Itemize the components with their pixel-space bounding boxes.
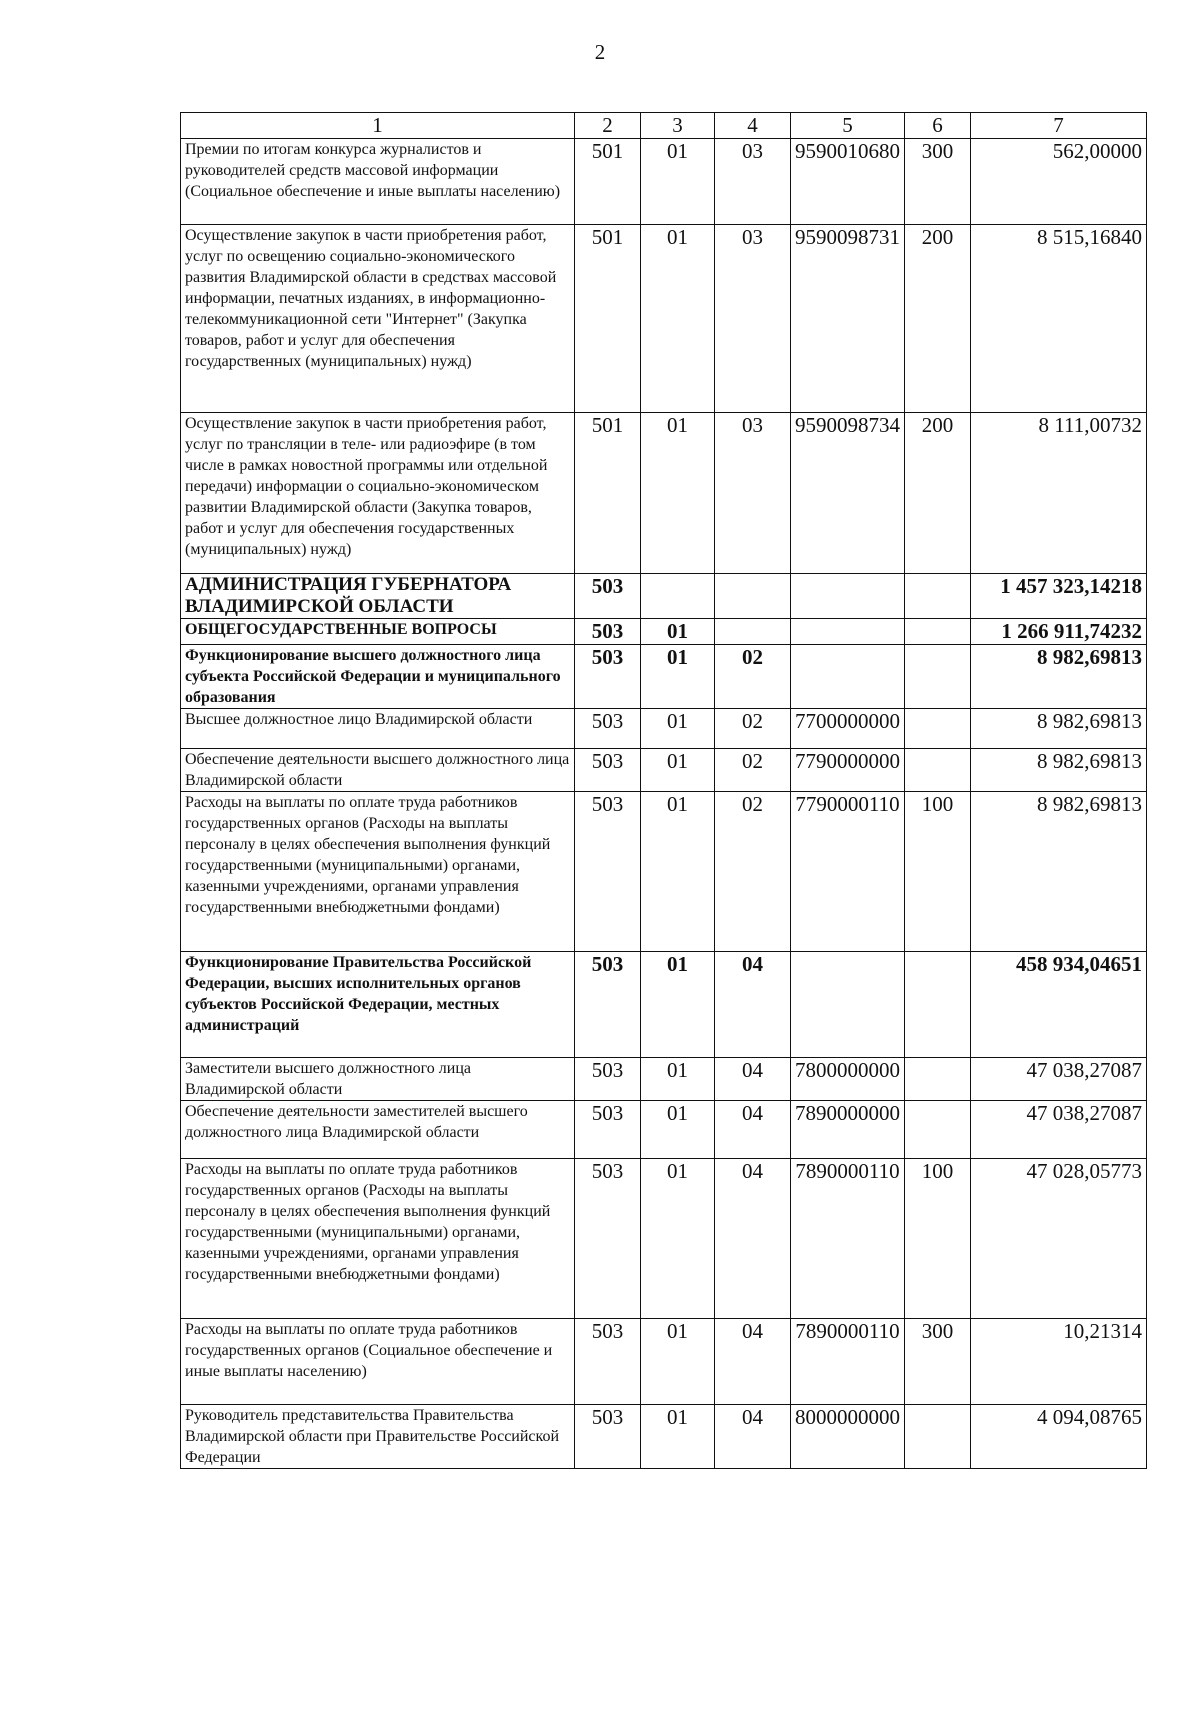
row-type-cell: [905, 1101, 971, 1159]
row-section-cell: 01: [641, 1058, 715, 1101]
row-amount-cell: 47 028,05773: [971, 1159, 1147, 1319]
row-name-cell: ОБЩЕГОСУДАРСТВЕННЫЕ ВОПРОСЫ: [181, 619, 575, 645]
row-amount-cell: 8 111,00732: [971, 413, 1147, 574]
row-type-cell: 100: [905, 1159, 971, 1319]
row-target-cell: 7890000110: [791, 1159, 905, 1319]
table-row: [181, 1159, 1147, 1319]
row-subsection-cell: 03: [715, 139, 791, 225]
row-amount-cell: 1 457 323,14218: [971, 574, 1147, 619]
row-section-cell: 01: [641, 1319, 715, 1405]
row-subsection-cell: 04: [715, 1058, 791, 1101]
row-amount-cell: 8 982,69813: [971, 792, 1147, 952]
table-row: [181, 225, 1147, 413]
table-header-row: [181, 113, 1147, 139]
row-amount-cell: 47 038,27087: [971, 1058, 1147, 1101]
row-subsection-cell: 04: [715, 1101, 791, 1159]
row-code-cell: 503: [575, 1101, 641, 1159]
table-row: [181, 1405, 1147, 1469]
row-name-cell: Расходы на выплаты по оплате труда работников государственных органов (Социальное обеспечение и иные выплаты населению): [181, 1319, 575, 1405]
row-type-cell: 200: [905, 225, 971, 413]
row-type-cell: 100: [905, 792, 971, 952]
row-code-cell: 503: [575, 1405, 641, 1469]
row-name-cell: Осуществление закупок в части приобретения работ, услуг по освещению социально-экономического развития Владимирской области в средствах массовой информации, печатных изданиях, в информационно-телекоммуникационной сети "Интернет" (Закупка товаров, работ и услуг для обеспечения государственных (муниципальных) нужд): [181, 225, 575, 413]
row-name-cell: АДМИНИСТРАЦИЯ ГУБЕРНАТОРА ВЛАДИМИРСКОЙ ОБЛАСТИ: [181, 574, 575, 619]
row-target-cell: 7890000000: [791, 1101, 905, 1159]
row-amount-cell: 8 515,16840: [971, 225, 1147, 413]
row-section-cell: 01: [641, 952, 715, 1058]
row-subsection-cell: 04: [715, 952, 791, 1058]
row-code-cell: 503: [575, 1319, 641, 1405]
row-code-cell: 503: [575, 1159, 641, 1319]
row-subsection-cell: 02: [715, 709, 791, 749]
row-type-cell: [905, 574, 971, 619]
row-code-cell: 503: [575, 709, 641, 749]
row-name-cell: Руководитель представительства Правительства Владимирской области при Правительстве Российской Федерации: [181, 1405, 575, 1469]
row-code-cell: 503: [575, 749, 641, 792]
row-name-cell: Высшее должностное лицо Владимирской области: [181, 709, 575, 749]
table-row: [181, 619, 1147, 645]
row-target-cell: 9590098731: [791, 225, 905, 413]
row-subsection-cell: [715, 619, 791, 645]
table-row: [181, 792, 1147, 952]
row-target-cell: 7700000000: [791, 709, 905, 749]
table-row: [181, 139, 1147, 225]
row-name-cell: Расходы на выплаты по оплате труда работников государственных органов (Расходы на выплаты персоналу в целях обеспечения выполнения функций государственными (муниципальными) органами, казенными учреждениями, органами управления государственными внебюджетными фондами): [181, 792, 575, 952]
row-section-cell: 01: [641, 1405, 715, 1469]
row-name-cell: Функционирование Правительства Российской Федерации, высших исполнительных органов субъектов Российской Федерации, местных администраций: [181, 952, 575, 1058]
row-code-cell: 501: [575, 139, 641, 225]
row-subsection-cell: [715, 574, 791, 619]
row-name-cell: Премии по итогам конкурса журналистов и руководителей средств массовой информации (Социальное обеспечение и иные выплаты населению): [181, 139, 575, 225]
row-amount-cell: 1 266 911,74232: [971, 619, 1147, 645]
row-section-cell: 01: [641, 1159, 715, 1319]
row-amount-cell: 10,21314: [971, 1319, 1147, 1405]
column-header: 1: [181, 113, 575, 139]
row-name-cell: Обеспечение деятельности заместителей высшего должностного лица Владимирской области: [181, 1101, 575, 1159]
row-name-cell: Обеспечение деятельности высшего должностного лица Владимирской области: [181, 749, 575, 792]
row-target-cell: 9590010680: [791, 139, 905, 225]
row-type-cell: 300: [905, 139, 971, 225]
table-row: [181, 645, 1147, 709]
table-row: [181, 1101, 1147, 1159]
row-subsection-cell: 03: [715, 225, 791, 413]
row-subsection-cell: 02: [715, 749, 791, 792]
row-name-cell: Заместители высшего должностного лица Владимирской области: [181, 1058, 575, 1101]
table-row: [181, 952, 1147, 1058]
row-section-cell: 01: [641, 413, 715, 574]
column-header: 6: [905, 113, 971, 139]
row-type-cell: [905, 952, 971, 1058]
row-subsection-cell: 04: [715, 1159, 791, 1319]
budget-table: [180, 112, 1147, 1469]
row-type-cell: [905, 749, 971, 792]
row-code-cell: 503: [575, 792, 641, 952]
table-row: [181, 749, 1147, 792]
row-code-cell: 503: [575, 952, 641, 1058]
row-type-cell: [905, 709, 971, 749]
row-section-cell: 01: [641, 139, 715, 225]
row-section-cell: 01: [641, 1101, 715, 1159]
row-name-cell: Осуществление закупок в части приобретения работ, услуг по трансляции в теле- или радиоэфире (в том числе в рамках новостной программы или отдельной передачи) информации о социально-экономическом развитии Владимирской области (Закупка товаров, работ и услуг для обеспечения государственных (муниципальных) нужд): [181, 413, 575, 574]
table-row: [181, 1319, 1147, 1405]
row-type-cell: [905, 619, 971, 645]
row-target-cell: 7890000110: [791, 1319, 905, 1405]
row-type-cell: 200: [905, 413, 971, 574]
row-section-cell: 01: [641, 709, 715, 749]
row-subsection-cell: 04: [715, 1319, 791, 1405]
table-row: [181, 574, 1147, 619]
row-target-cell: 8000000000: [791, 1405, 905, 1469]
row-section-cell: 01: [641, 792, 715, 952]
row-code-cell: 503: [575, 619, 641, 645]
row-subsection-cell: 03: [715, 413, 791, 574]
page-number: 2: [594, 40, 606, 64]
row-subsection-cell: 04: [715, 1405, 791, 1469]
row-name-cell: Расходы на выплаты по оплате труда работников государственных органов (Расходы на выплаты персоналу в целях обеспечения выполнения функций государственными (муниципальными) органами, казенными учреждениями, органами управления государственными внебюджетными фондами): [181, 1159, 575, 1319]
row-section-cell: 01: [641, 749, 715, 792]
row-section-cell: 01: [641, 225, 715, 413]
row-subsection-cell: 02: [715, 792, 791, 952]
table-row: [181, 709, 1147, 749]
column-header: 4: [715, 113, 791, 139]
row-amount-cell: 4 094,08765: [971, 1405, 1147, 1469]
row-amount-cell: 8 982,69813: [971, 645, 1147, 709]
row-target-cell: [791, 619, 905, 645]
row-name-cell: Функционирование высшего должностного лица субъекта Российской Федерации и муниципального образования: [181, 645, 575, 709]
table-row: [181, 1058, 1147, 1101]
row-target-cell: [791, 574, 905, 619]
row-subsection-cell: 02: [715, 645, 791, 709]
row-target-cell: 7790000000: [791, 749, 905, 792]
row-section-cell: [641, 574, 715, 619]
row-code-cell: 501: [575, 225, 641, 413]
row-amount-cell: 8 982,69813: [971, 749, 1147, 792]
row-target-cell: [791, 952, 905, 1058]
row-amount-cell: 458 934,04651: [971, 952, 1147, 1058]
table-row: [181, 413, 1147, 574]
column-header: 5: [791, 113, 905, 139]
column-header: 2: [575, 113, 641, 139]
column-header: 3: [641, 113, 715, 139]
row-code-cell: 503: [575, 1058, 641, 1101]
row-type-cell: [905, 1405, 971, 1469]
row-amount-cell: 8 982,69813: [971, 709, 1147, 749]
row-target-cell: 7790000110: [791, 792, 905, 952]
row-section-cell: 01: [641, 619, 715, 645]
row-code-cell: 501: [575, 413, 641, 574]
row-target-cell: [791, 645, 905, 709]
row-type-cell: [905, 645, 971, 709]
row-code-cell: 503: [575, 574, 641, 619]
column-header: 7: [971, 113, 1147, 139]
row-target-cell: 7800000000: [791, 1058, 905, 1101]
row-type-cell: 300: [905, 1319, 971, 1405]
row-type-cell: [905, 1058, 971, 1101]
row-target-cell: 9590098734: [791, 413, 905, 574]
row-section-cell: 01: [641, 645, 715, 709]
row-amount-cell: 47 038,27087: [971, 1101, 1147, 1159]
row-amount-cell: 562,00000: [971, 139, 1147, 225]
row-code-cell: 503: [575, 645, 641, 709]
